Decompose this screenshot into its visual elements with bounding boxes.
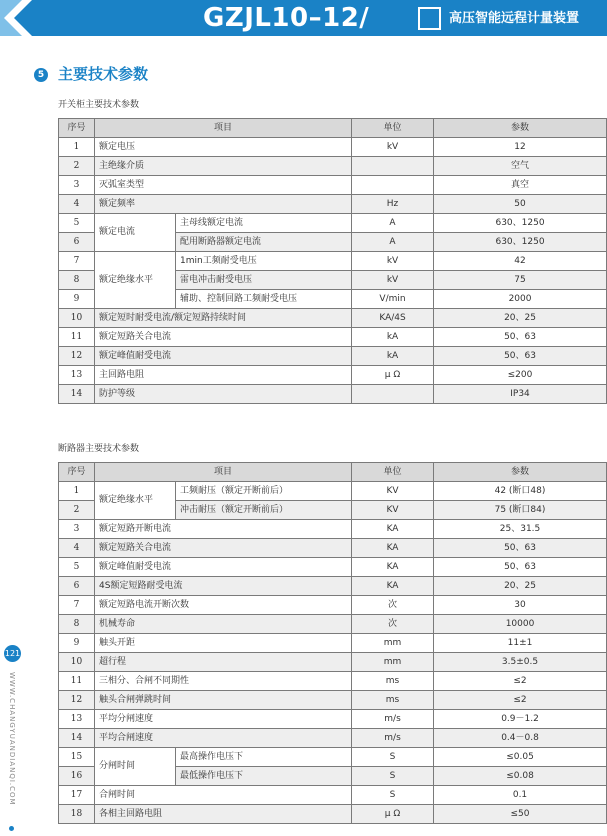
item-cell: 防护等级: [95, 385, 352, 404]
table-row: [59, 176, 607, 195]
value-cell: 75 (断口84): [434, 501, 607, 520]
row-number-cell: 9: [59, 634, 95, 653]
table-row: [59, 615, 607, 634]
value-cell: 75: [434, 271, 607, 290]
table-row: [59, 385, 607, 404]
unit-cell: KA: [352, 558, 434, 577]
unit-cell: [352, 176, 434, 195]
header-cell-item: 项目: [95, 119, 352, 138]
row-number-cell: 14: [59, 729, 95, 748]
value-cell: 50、63: [434, 347, 607, 366]
table-row: [59, 347, 607, 366]
table2-caption: 断路器主要技术参数: [58, 444, 140, 454]
header-cell-unit: 单位: [352, 463, 434, 482]
value-cell: ≤2: [434, 691, 607, 710]
value-cell: ≤200: [434, 366, 607, 385]
sub-item-cell: 配用断路器额定电流: [176, 233, 352, 252]
unit-cell: KV: [352, 482, 434, 501]
value-cell: 2000: [434, 290, 607, 309]
unit-cell: kV: [352, 138, 434, 157]
item-cell: 机械寿命: [95, 615, 352, 634]
website-vertical-text: [4, 672, 18, 822]
value-cell: 20、25: [434, 577, 607, 596]
item-cell: 额定短路电流开断次数: [95, 596, 352, 615]
value-cell: 50: [434, 195, 607, 214]
table-row: [59, 729, 607, 748]
unit-cell: V/min: [352, 290, 434, 309]
row-number-cell: 6: [59, 577, 95, 596]
unit-cell: kV: [352, 252, 434, 271]
table-row: [59, 691, 607, 710]
row-number-cell: 8: [59, 615, 95, 634]
row-number-cell: 14: [59, 385, 95, 404]
header-bar: [0, 0, 607, 36]
row-number-cell: 18: [59, 805, 95, 824]
table-row: [59, 328, 607, 347]
table-row: [59, 366, 607, 385]
row-number-cell: 7: [59, 252, 95, 271]
table-row: [59, 138, 607, 157]
product-subtitle: 高压智能远程计量装置: [449, 11, 580, 26]
row-number-cell: 6: [59, 233, 95, 252]
item-cell: 平均合闸速度: [95, 729, 352, 748]
item-cell: 触头合闸弹跳时间: [95, 691, 352, 710]
unit-cell: A: [352, 233, 434, 252]
item-cell: 三相分、合闸不同期性: [95, 672, 352, 691]
header-cell-item: 项目: [95, 463, 352, 482]
unit-cell: S: [352, 767, 434, 786]
model-box-icon: [418, 7, 441, 30]
table1-caption: 开关柜主要技术参数: [58, 100, 140, 110]
unit-cell: S: [352, 786, 434, 805]
item-cell: 超行程: [95, 653, 352, 672]
header-cell-unit: 单位: [352, 119, 434, 138]
switchgear-params-table: [58, 118, 607, 404]
table-row: [59, 157, 607, 176]
value-cell: 3.5±0.5: [434, 653, 607, 672]
row-number-cell: 13: [59, 710, 95, 729]
value-cell: 0.9－1.2: [434, 710, 607, 729]
unit-cell: μ Ω: [352, 366, 434, 385]
item-cell: 主绝缘介质: [95, 157, 352, 176]
unit-cell: A: [352, 214, 434, 233]
row-number-cell: 11: [59, 672, 95, 691]
unit-cell: 次: [352, 615, 434, 634]
value-cell: 50、63: [434, 558, 607, 577]
value-cell: 0.1: [434, 786, 607, 805]
item-cell: 额定短路关合电流: [95, 539, 352, 558]
item-cell: 额定短时耐受电流/额定短路持续时间: [95, 309, 352, 328]
table-header-row: [59, 463, 607, 482]
website-label: WWW.CHANGYUANDIANQI.COM: [8, 672, 16, 806]
value-cell: ≤0.08: [434, 767, 607, 786]
row-number-cell: 15: [59, 748, 95, 767]
value-cell: ≤50: [434, 805, 607, 824]
table-row: [59, 309, 607, 328]
sub-item-cell: 冲击耐压（额定开断前后）: [176, 501, 352, 520]
item-group-cell: 分闸时间: [95, 748, 176, 786]
value-cell: ≤2: [434, 672, 607, 691]
sub-item-cell: 辅助、控制回路工频耐受电压: [176, 290, 352, 309]
table-row: [59, 748, 607, 767]
unit-cell: S: [352, 748, 434, 767]
item-cell: 额定峰值耐受电流: [95, 558, 352, 577]
row-number-cell: 17: [59, 786, 95, 805]
row-number-cell: 16: [59, 767, 95, 786]
row-number-cell: 1: [59, 482, 95, 501]
value-cell: 42: [434, 252, 607, 271]
table-row: [59, 596, 607, 615]
row-number-cell: 12: [59, 691, 95, 710]
table-row: [59, 577, 607, 596]
unit-cell: Hz: [352, 195, 434, 214]
item-cell: 合闸时间: [95, 786, 352, 805]
row-number-cell: 7: [59, 596, 95, 615]
item-cell: 平均分闸速度: [95, 710, 352, 729]
unit-cell: μ Ω: [352, 805, 434, 824]
unit-cell: ms: [352, 672, 434, 691]
decorative-dot: [9, 826, 14, 831]
sub-item-cell: 雷电冲击耐受电压: [176, 271, 352, 290]
value-cell: 20、25: [434, 309, 607, 328]
row-number-cell: 9: [59, 290, 95, 309]
header-cell-no: 序号: [59, 463, 95, 482]
table-row: [59, 558, 607, 577]
value-cell: 50、63: [434, 539, 607, 558]
table-row: [59, 786, 607, 805]
section-title: 主要技术参数: [58, 65, 149, 83]
page-number-badge: 121: [4, 645, 21, 662]
unit-cell: kV: [352, 271, 434, 290]
row-number-cell: 2: [59, 157, 95, 176]
value-cell: 630、1250: [434, 214, 607, 233]
unit-cell: m/s: [352, 729, 434, 748]
row-number-cell: 5: [59, 558, 95, 577]
table-row: [59, 195, 607, 214]
header-cell-value: 参数: [434, 119, 607, 138]
header-cell-value: 参数: [434, 463, 607, 482]
row-number-cell: 4: [59, 195, 95, 214]
unit-cell: KA/4S: [352, 309, 434, 328]
row-number-cell: 13: [59, 366, 95, 385]
sub-item-cell: 最低操作电压下: [176, 767, 352, 786]
model-number: GZJL10–12/: [203, 3, 370, 33]
row-number-cell: 3: [59, 176, 95, 195]
unit-cell: KA: [352, 539, 434, 558]
item-group-cell: 额定电流: [95, 214, 176, 252]
value-cell: 50、63: [434, 328, 607, 347]
table-header-row: [59, 119, 607, 138]
value-cell: IP34: [434, 385, 607, 404]
value-cell: 42 (断口48): [434, 482, 607, 501]
item-cell: 触头开距: [95, 634, 352, 653]
item-cell: 各相主回路电阻: [95, 805, 352, 824]
table-row: [59, 252, 607, 271]
row-number-cell: 12: [59, 347, 95, 366]
item-cell: 额定短路开断电流: [95, 520, 352, 539]
unit-cell: ms: [352, 691, 434, 710]
sub-item-cell: 1min工频耐受电压: [176, 252, 352, 271]
table-row: [59, 482, 607, 501]
unit-cell: KV: [352, 501, 434, 520]
sub-item-cell: 最高操作电压下: [176, 748, 352, 767]
row-number-cell: 1: [59, 138, 95, 157]
header-cell-no: 序号: [59, 119, 95, 138]
table-row: [59, 710, 607, 729]
item-cell: 额定短路关合电流: [95, 328, 352, 347]
unit-cell: m/s: [352, 710, 434, 729]
value-cell: 空气: [434, 157, 607, 176]
value-cell: 10000: [434, 615, 607, 634]
unit-cell: [352, 157, 434, 176]
item-group-cell: 额定绝缘水平: [95, 252, 176, 309]
item-cell: 额定峰值耐受电流: [95, 347, 352, 366]
section-number-badge: 5: [34, 68, 48, 82]
unit-cell: KA: [352, 577, 434, 596]
header-chevron-icon: [0, 0, 40, 36]
item-cell: 4S额定短路耐受电流: [95, 577, 352, 596]
value-cell: 12: [434, 138, 607, 157]
row-number-cell: 3: [59, 520, 95, 539]
table-row: [59, 634, 607, 653]
value-cell: 11±1: [434, 634, 607, 653]
sub-item-cell: 主母线额定电流: [176, 214, 352, 233]
table-row: [59, 672, 607, 691]
breaker-params-table: [58, 462, 607, 824]
unit-cell: kA: [352, 347, 434, 366]
unit-cell: kA: [352, 328, 434, 347]
value-cell: ≤0.05: [434, 748, 607, 767]
value-cell: 0.4－0.8: [434, 729, 607, 748]
item-group-cell: 额定绝缘水平: [95, 482, 176, 520]
item-cell: 主回路电阻: [95, 366, 352, 385]
row-number-cell: 10: [59, 309, 95, 328]
table-row: [59, 653, 607, 672]
row-number-cell: 11: [59, 328, 95, 347]
value-cell: 25、31.5: [434, 520, 607, 539]
item-cell: 额定电压: [95, 138, 352, 157]
row-number-cell: 5: [59, 214, 95, 233]
row-number-cell: 2: [59, 501, 95, 520]
unit-cell: mm: [352, 634, 434, 653]
unit-cell: KA: [352, 520, 434, 539]
value-cell: 真空: [434, 176, 607, 195]
table-row: [59, 214, 607, 233]
item-cell: 灭弧室类型: [95, 176, 352, 195]
unit-cell: 次: [352, 596, 434, 615]
unit-cell: [352, 385, 434, 404]
table-row: [59, 520, 607, 539]
value-cell: 630、1250: [434, 233, 607, 252]
unit-cell: mm: [352, 653, 434, 672]
table-row: [59, 805, 607, 824]
table-row: [59, 539, 607, 558]
row-number-cell: 10: [59, 653, 95, 672]
value-cell: 30: [434, 596, 607, 615]
row-number-cell: 4: [59, 539, 95, 558]
sub-item-cell: 工频耐压（额定开断前后）: [176, 482, 352, 501]
row-number-cell: 8: [59, 271, 95, 290]
item-cell: 额定频率: [95, 195, 352, 214]
